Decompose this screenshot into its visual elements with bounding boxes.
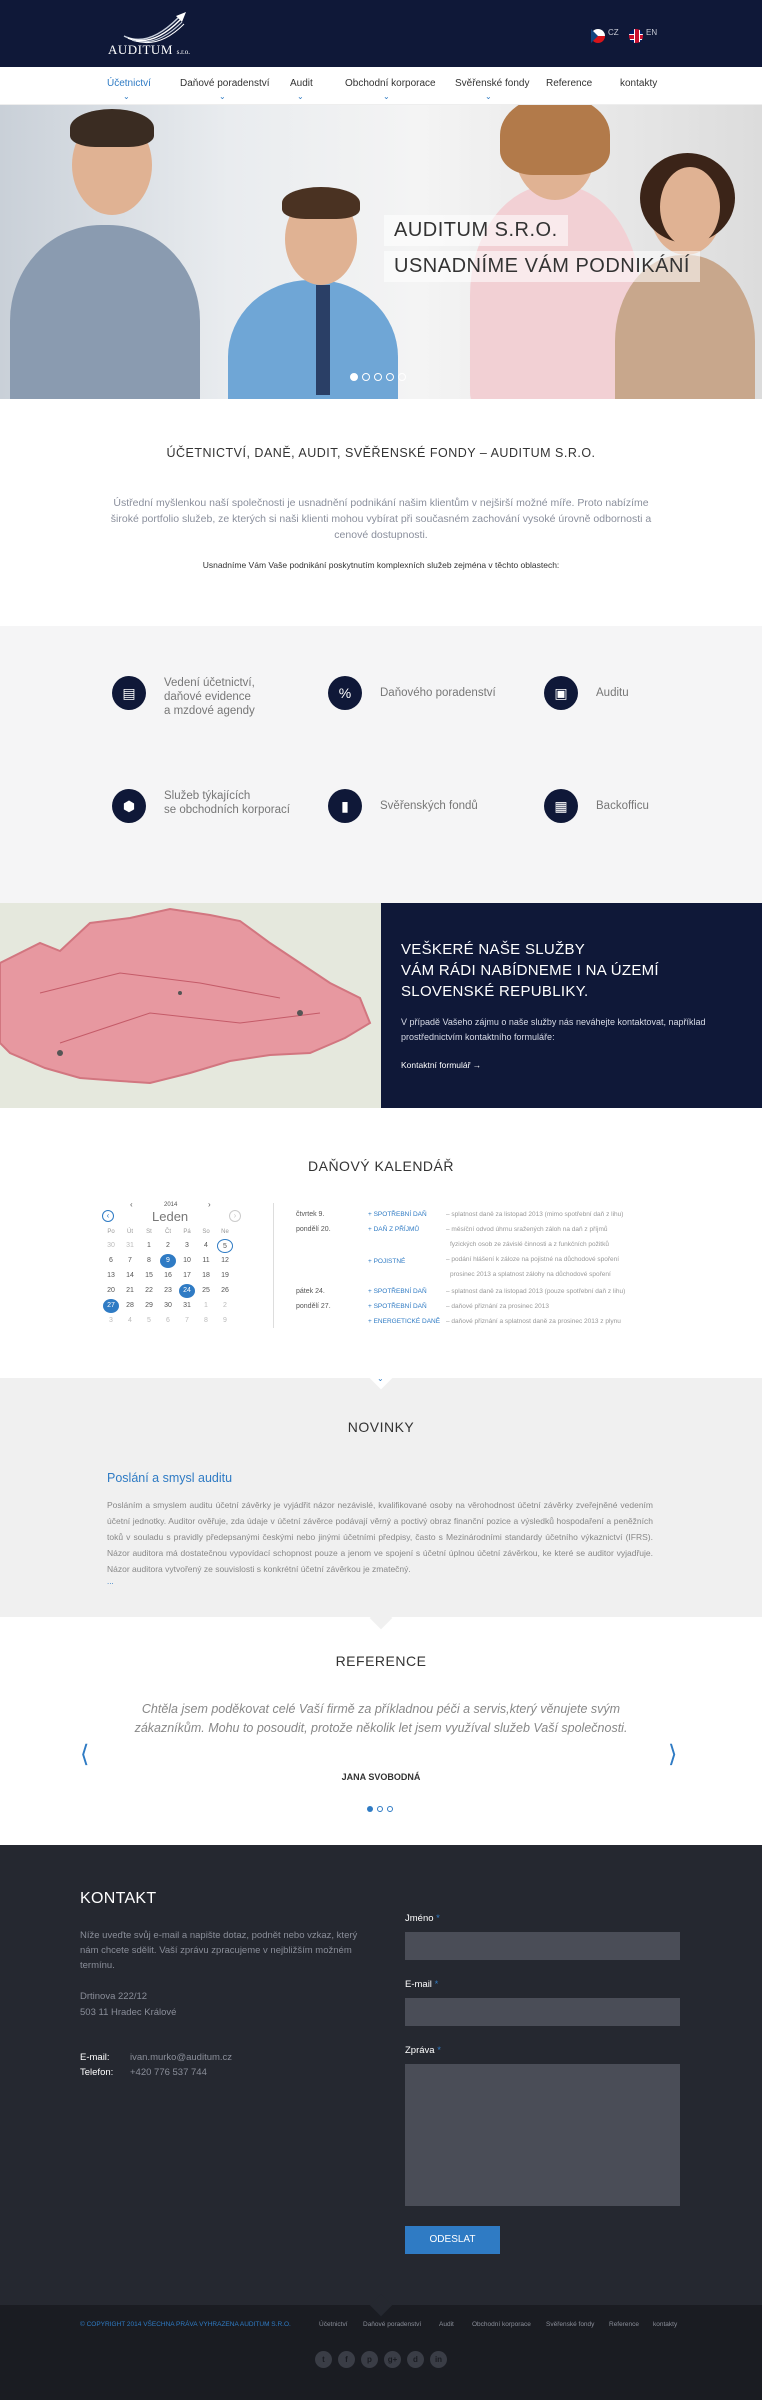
calendar-weekday: So bbox=[202, 1229, 210, 1235]
linkedin-icon[interactable]: in bbox=[430, 2351, 447, 2368]
calendar-day[interactable]: 12 bbox=[221, 1257, 229, 1264]
email-label: E-mail: bbox=[80, 2052, 110, 2063]
logo-wordmark[interactable]: AUDITUM s.r.o. bbox=[108, 42, 191, 57]
calendar-day[interactable]: 3 bbox=[109, 1317, 113, 1324]
calendar-title: DAŇOVÝ KALENDÁŘ bbox=[308, 1158, 454, 1174]
calendar-day[interactable]: 3 bbox=[185, 1242, 189, 1249]
cta-title: VEŠKERÉ NAŠE SLUŽBY VÁM RÁDI NABÍDNEME I NA ÚZEMÍ SLOVENSKÉ REPUBLIKY. bbox=[401, 941, 659, 1000]
hero-caption bbox=[384, 215, 690, 310]
calendar-day[interactable]: 9 bbox=[223, 1317, 227, 1324]
calendar-divider bbox=[273, 1203, 274, 1328]
event-desc: – splatnost daně za listopad 2013 (mimo spotřební daň z lihu) bbox=[446, 1211, 624, 1218]
prev-arrow-icon[interactable]: ⟨ bbox=[80, 1741, 90, 1768]
calendar-day[interactable]: 22 bbox=[145, 1287, 153, 1294]
contact-text: Níže uveďte svůj e-mail a napište dotaz, podnět nebo vzkaz, který nám chcete sdělit. Vaší zprávu zpracujeme v nejbližším možném termínu. bbox=[80, 1930, 358, 1971]
calendar-day[interactable]: 4 bbox=[128, 1317, 132, 1324]
event-type[interactable]: + DAŇ Z PŘÍJMŮ bbox=[368, 1226, 420, 1233]
percent-icon: % bbox=[328, 676, 362, 710]
nav-item-danove-poradenstvi[interactable]: Daňové poradenství bbox=[180, 78, 270, 89]
dribbble-icon[interactable]: d bbox=[407, 2351, 424, 2368]
hero-person-image bbox=[228, 280, 398, 399]
intro-text: Ústřední myšlenkou naší společnosti je usnadnění podnikání našim klientům v nejširší možné míře. Proto nabízíme široké portfolio služeb, ze kterých si naši klienti mohou vybírat při současném zachování vysoké úrovně odbornosti a cenové dostupnosti. bbox=[110, 497, 652, 541]
calendar-day[interactable]: 10 bbox=[183, 1257, 191, 1264]
corporation-icon: ⬢ bbox=[112, 789, 146, 823]
calendar-day[interactable]: 4 bbox=[204, 1242, 208, 1249]
printer-icon: ▦ bbox=[544, 789, 578, 823]
slider-dot[interactable] bbox=[398, 373, 406, 381]
calendar-day[interactable]: 17 bbox=[183, 1272, 191, 1279]
calendar-day[interactable]: 31 bbox=[126, 1242, 134, 1249]
footer-nav-item[interactable]: Daňové poradenství bbox=[363, 2321, 422, 2328]
calendar-grid bbox=[100, 1195, 245, 1335]
calendar-day[interactable]: 5 bbox=[217, 1239, 233, 1253]
nav-item-kontakty[interactable]: kontakty bbox=[620, 78, 658, 89]
contact-address: Drtinova 222/12 503 11 Hradec Králové bbox=[80, 1991, 177, 2018]
calendar-weekday: Čt bbox=[165, 1229, 171, 1235]
calendar-day[interactable]: 6 bbox=[166, 1317, 170, 1324]
next-arrow-icon[interactable]: ⟩ bbox=[668, 1741, 678, 1768]
main-nav bbox=[0, 67, 762, 105]
cta-text: V případě Vašeho zájmu o naše služby nás neváhejte kontaktovat, například prostřednictvím kontaktního formuláře: bbox=[401, 1017, 706, 1042]
intro-title: ÚČETNICTVÍ, DANĚ, AUDIT, SVĚŘENSKÉ FONDY – AUDITUM S.R.O. bbox=[166, 446, 596, 460]
chart-icon: ▮ bbox=[328, 789, 362, 823]
flag-en-icon[interactable] bbox=[629, 29, 643, 43]
calendar-day[interactable]: 23 bbox=[164, 1287, 172, 1294]
name-label: Jméno * bbox=[405, 1913, 440, 1924]
footer-nav-item[interactable]: Svěřenské fondy bbox=[546, 2321, 595, 2328]
bottom-bar bbox=[0, 2305, 762, 2400]
calendar-day[interactable]: 24 bbox=[179, 1284, 195, 1298]
audit-icon: ▣ bbox=[544, 676, 578, 710]
calendar-day[interactable]: 8 bbox=[204, 1317, 208, 1324]
calendar-day[interactable]: 31 bbox=[183, 1302, 191, 1309]
event-type[interactable]: + SPOTŘEBNÍ DAŇ bbox=[368, 1288, 427, 1295]
reference-dot[interactable] bbox=[377, 1806, 383, 1812]
news-headline[interactable]: Poslání a smysl auditu bbox=[107, 1471, 233, 1485]
calendar-day[interactable]: 19 bbox=[221, 1272, 229, 1279]
calendar-day[interactable]: 30 bbox=[107, 1242, 115, 1249]
phone-link[interactable]: +420 776 537 744 bbox=[130, 2067, 207, 2078]
nav-item-obchodni-korporace[interactable]: Obchodní korporace bbox=[345, 78, 436, 89]
footer-nav-item[interactable]: Reference bbox=[609, 2321, 639, 2328]
calendar-day[interactable]: 13 bbox=[107, 1272, 115, 1279]
calendar-day[interactable]: 11 bbox=[202, 1257, 210, 1264]
event-type[interactable]: + ENERGETICKÉ DANĚ bbox=[368, 1318, 441, 1325]
calendar-day[interactable]: 20 bbox=[107, 1287, 115, 1294]
reference-dot[interactable] bbox=[387, 1806, 393, 1812]
hero-title: AUDITUM S.R.O. bbox=[384, 215, 568, 246]
event-desc: fyzických osob ze závislé činnosti a z funkčních požitků bbox=[450, 1241, 609, 1248]
nav-item-audit[interactable]: Audit bbox=[290, 78, 313, 89]
event-desc: – měsíční odvod úhrnu sražených záloh na daň z příjmů bbox=[446, 1226, 608, 1233]
calendar-day[interactable]: 18 bbox=[202, 1272, 210, 1279]
cta-panel bbox=[381, 903, 762, 1108]
calendar-day[interactable]: 1 bbox=[147, 1242, 151, 1249]
event-desc: – podání hlášení k záloze na pojistné na důchodové spoření bbox=[446, 1256, 620, 1263]
services-section bbox=[0, 626, 762, 903]
slovakia-map[interactable] bbox=[0, 903, 381, 1108]
calendar-day[interactable]: 7 bbox=[128, 1257, 132, 1264]
event-desc: prosinec 2013 a splatnost zálohy na důchodové spoření bbox=[450, 1271, 611, 1278]
calendar-month: Leden bbox=[152, 1209, 189, 1224]
calendar-day[interactable]: 6 bbox=[109, 1257, 113, 1264]
event-desc: – splatnost daně za listopad 2013 (pouze spotřební daň z lihu) bbox=[446, 1288, 626, 1295]
flag-cz-icon[interactable] bbox=[591, 29, 605, 43]
slider-dot[interactable] bbox=[374, 373, 382, 381]
email-field-label: E-mail * bbox=[405, 1979, 439, 1990]
footer-nav-item[interactable]: Účetnictví bbox=[319, 2321, 348, 2328]
prev-month-icon[interactable]: ‹ bbox=[102, 1210, 114, 1222]
googleplus-icon[interactable]: g+ bbox=[384, 2351, 401, 2368]
calendar-day[interactable]: 21 bbox=[126, 1287, 134, 1294]
top-bar bbox=[0, 0, 762, 67]
calendar-day[interactable]: 1 bbox=[204, 1302, 208, 1309]
twitter-icon[interactable]: t bbox=[315, 2351, 332, 2368]
slider-dot[interactable] bbox=[386, 373, 394, 381]
email-link[interactable]: ivan.murko@auditum.cz bbox=[130, 2052, 233, 2063]
event-date: čtvrtek 9. bbox=[296, 1211, 325, 1218]
calendar-weekday: St bbox=[146, 1229, 152, 1235]
copyright: © COPYRIGHT 2014 VŠECHNA PRÁVA VYHRAZENA AUDITUM S.R.O. bbox=[80, 2321, 291, 2328]
name-input[interactable] bbox=[405, 1932, 680, 1960]
calendar-day[interactable]: 2 bbox=[166, 1242, 170, 1249]
footer-nav-item[interactable]: kontakty bbox=[653, 2321, 678, 2328]
event-type[interactable]: + SPOTŘEBNÍ DAŇ bbox=[368, 1211, 427, 1218]
calendar-day[interactable]: 30 bbox=[164, 1302, 172, 1309]
reference-title: REFERENCE bbox=[335, 1653, 427, 1669]
next-year-icon[interactable]: › bbox=[208, 1200, 211, 1209]
calendar-day[interactable]: 9 bbox=[160, 1254, 176, 1268]
calendar-day[interactable]: 25 bbox=[202, 1287, 210, 1294]
message-label: Zpráva * bbox=[405, 2045, 441, 2056]
event-desc: – daňové přiznání a splatnost daně za prosinec 2013 z plynu bbox=[446, 1318, 621, 1325]
calendar-day[interactable]: 14 bbox=[126, 1272, 134, 1279]
calendar-weekday: Út bbox=[127, 1229, 133, 1235]
calendar-day[interactable]: 28 bbox=[126, 1302, 134, 1309]
nav-item-sverenske-fondy[interactable]: Svěřenské fondy bbox=[455, 78, 530, 89]
calendar-day[interactable]: 16 bbox=[164, 1272, 172, 1279]
hero-slider[interactable] bbox=[0, 105, 762, 399]
event-desc: – daňové přiznání za prosinec 2013 bbox=[446, 1303, 549, 1310]
calendar-day[interactable]: 27 bbox=[103, 1299, 119, 1313]
footer-nav-item[interactable]: Audit bbox=[439, 2321, 454, 2328]
lang-cz[interactable]: CZ bbox=[608, 28, 619, 37]
map-image bbox=[0, 903, 381, 1108]
reference-author: JANA SVOBODNÁ bbox=[341, 1772, 421, 1782]
next-month-icon[interactable]: › bbox=[229, 1210, 241, 1222]
ledger-icon: ▤ bbox=[112, 676, 146, 710]
message-textarea[interactable] bbox=[405, 2064, 680, 2206]
event-type[interactable]: + POJISTNÉ bbox=[368, 1258, 406, 1265]
email-field[interactable] bbox=[405, 1998, 680, 2026]
footer-nav-item[interactable]: Obchodní korporace bbox=[472, 2321, 531, 2328]
calendar-year: 2014 bbox=[164, 1202, 178, 1208]
send-button[interactable]: ODESLAT bbox=[405, 2226, 500, 2254]
slider-dot[interactable] bbox=[362, 373, 370, 381]
hero-person-image bbox=[10, 225, 200, 399]
news-more[interactable]: ... bbox=[107, 1577, 114, 1586]
event-date: pátek 24. bbox=[296, 1288, 325, 1295]
slider-dot[interactable] bbox=[350, 373, 358, 381]
chevron-down-icon: ⌄ bbox=[383, 92, 390, 101]
prev-year-icon[interactable]: ‹ bbox=[130, 1200, 133, 1209]
calendar-weekday: Ne bbox=[221, 1229, 229, 1235]
chevron-down-icon: ⌄ bbox=[297, 92, 304, 101]
calendar-weekday: Po bbox=[107, 1229, 115, 1235]
event-type[interactable]: + SPOTŘEBNÍ DAŇ bbox=[368, 1303, 427, 1310]
nav-item-ucetnictvi[interactable]: Účetnictví bbox=[107, 78, 151, 89]
nav-item-reference[interactable]: Reference bbox=[546, 78, 593, 89]
contact-form-link[interactable]: Kontaktní formulář → bbox=[401, 1060, 482, 1070]
calendar-day[interactable]: 26 bbox=[221, 1287, 229, 1294]
pinterest-icon[interactable]: p bbox=[361, 2351, 378, 2368]
hero-subtitle: USNADNÍME VÁM PODNIKÁNÍ bbox=[384, 251, 700, 282]
chevron-down-icon: ⌄ bbox=[219, 92, 226, 101]
lang-en[interactable]: EN bbox=[646, 28, 658, 37]
calendar-day[interactable]: 5 bbox=[147, 1317, 151, 1324]
news-body: Posláním a smyslem auditu účetní závěrky je vyjádřit názor nezávislé, kvalifikované osoby na věrohodnost účetní závěrky zveřejněné vedením účetní jednotky. Auditor ověřuje, zda údaje v účetní závěrce podávají věrný a poctivý obraz finanční pozice a výsledků hospodaření a peněžních toků v souladu s pravidly předepsanými českými nebo jinými účetními předpisy, často s Mezinárodními standardy účetního výkaznictví (IFRS). Názor auditora má dostatečnou vypovídací schopnost pouze a jenom ve spojení s účetní úplnou účetní závěrkou, ke které se auditor vyjadřuje. Názor auditora vytvořený ze souvislosti s konkrétní účetní závěrkou je zmatečný. bbox=[107, 1500, 653, 1574]
calendar-day[interactable]: 2 bbox=[223, 1302, 227, 1309]
event-date: pondělí 27. bbox=[296, 1303, 331, 1310]
phone-label: Telefon: bbox=[80, 2067, 114, 2078]
contact-title: KONTAKT bbox=[80, 1890, 157, 1907]
reference-quote: Chtěla jsem poděkovat celé Vaší firmě za příkladnou péči a servis,který věnujete svým zákazníkům. Mohu to posoudit, protože několik let jsem využíval služeb Vaší společnosti. bbox=[134, 1702, 628, 1735]
calendar-day[interactable]: 29 bbox=[145, 1302, 153, 1309]
calendar-day[interactable]: 8 bbox=[147, 1257, 151, 1264]
calendar-day[interactable]: 15 bbox=[145, 1272, 153, 1279]
calendar-weekday: Pá bbox=[183, 1229, 191, 1235]
intro-subtitle: Usnadníme Vám Vaše podnikání poskytnutím komplexních služeb zejména v těchto oblastech: bbox=[202, 560, 560, 570]
reference-dot[interactable] bbox=[367, 1806, 373, 1812]
facebook-icon[interactable]: f bbox=[338, 2351, 355, 2368]
event-date: pondělí 20. bbox=[296, 1226, 331, 1233]
chevron-down-icon: ⌄ bbox=[485, 92, 492, 101]
chevron-down-icon: ⌄ bbox=[123, 92, 130, 101]
news-title: NOVINKY bbox=[347, 1419, 415, 1435]
calendar-day[interactable]: 7 bbox=[185, 1317, 189, 1324]
chevron-down-icon: ⌄ bbox=[377, 1374, 384, 1383]
